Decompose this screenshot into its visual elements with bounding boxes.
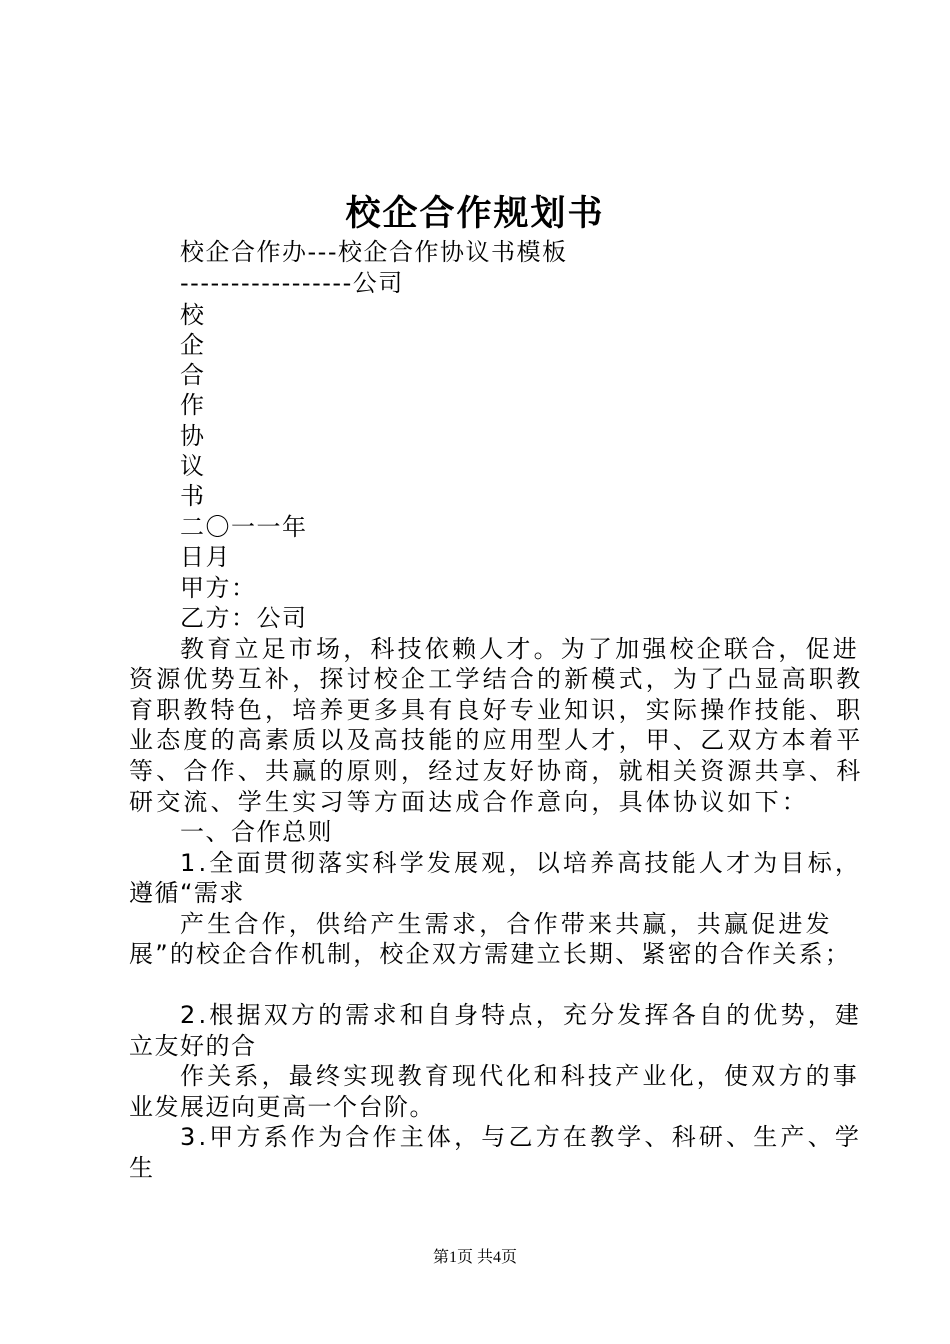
paragraph-line: 教育立足市场，科技依赖人才。为了加强校企联合，促进 [180, 635, 860, 663]
paragraph-line: 立友好的合 [129, 1032, 257, 1060]
section-heading: 一、合作总则 [180, 818, 333, 846]
paragraph-line: 1.全面贯彻落实科学发展观，以培养高技能人才为目标， [180, 849, 863, 877]
paragraph-line: 作关系，最终实现教育现代化和科技产业化，使双方的事 [180, 1062, 860, 1090]
vertical-title-char: 协 [180, 422, 206, 450]
party-a-line: 甲方： [180, 574, 257, 602]
paragraph-line: 遵循“需求 [129, 879, 245, 907]
vertical-title-char: 作 [180, 391, 206, 419]
paragraph-line: 产生合作，供给产生需求，合作带来共赢，共赢促进发 [180, 910, 833, 938]
paragraph-line: 资源优势互补，探讨校企工学结合的新模式，为了凸显高职教 [129, 665, 864, 693]
document-title: 校企合作规划书 [345, 193, 605, 234]
vertical-title-char: 书 [180, 482, 206, 510]
paragraph-line: 生 [129, 1154, 155, 1182]
date-line: 日月 [180, 543, 231, 571]
paragraph-line: 3.甲方系作为合作主体，与乙方在教学、科研、生产、学 [180, 1123, 863, 1151]
paragraph-line: 育职教特色，培养更多具有良好专业知识，实际操作技能、职 [129, 696, 864, 724]
party-b-line: 乙方：公司 [180, 604, 308, 632]
paragraph-line: 业发展迈向更高一个台阶。 [129, 1093, 435, 1121]
paragraph-line: 展”的校企合作机制，校企双方需建立长期、紧密的合作关系； [129, 940, 852, 968]
subtitle-line: 校企合作办---校企合作协议书模板 [180, 238, 568, 266]
vertical-title-char: 议 [180, 452, 206, 480]
paragraph-line: 等、合作、共赢的原则，经过友好协商，就相关资源共享、科 [129, 757, 864, 785]
page-footer: 第1页 共4页 [432, 1249, 517, 1266]
company-line: -----------------公司 [180, 269, 404, 297]
paragraph-line: 2.根据双方的需求和自身特点，充分发挥各自的优势，建 [180, 1001, 863, 1029]
paragraph-line: 研交流、学生实习等方面达成合作意向，具体协议如下： [129, 788, 809, 816]
paragraph-line: 业态度的高素质以及高技能的应用型人才，甲、乙双方本着平 [129, 726, 864, 754]
vertical-title-char: 合 [180, 361, 206, 389]
vertical-title-char: 校 [180, 301, 206, 329]
year-line: 二〇一一年 [180, 513, 308, 541]
vertical-title-char: 企 [180, 331, 206, 359]
